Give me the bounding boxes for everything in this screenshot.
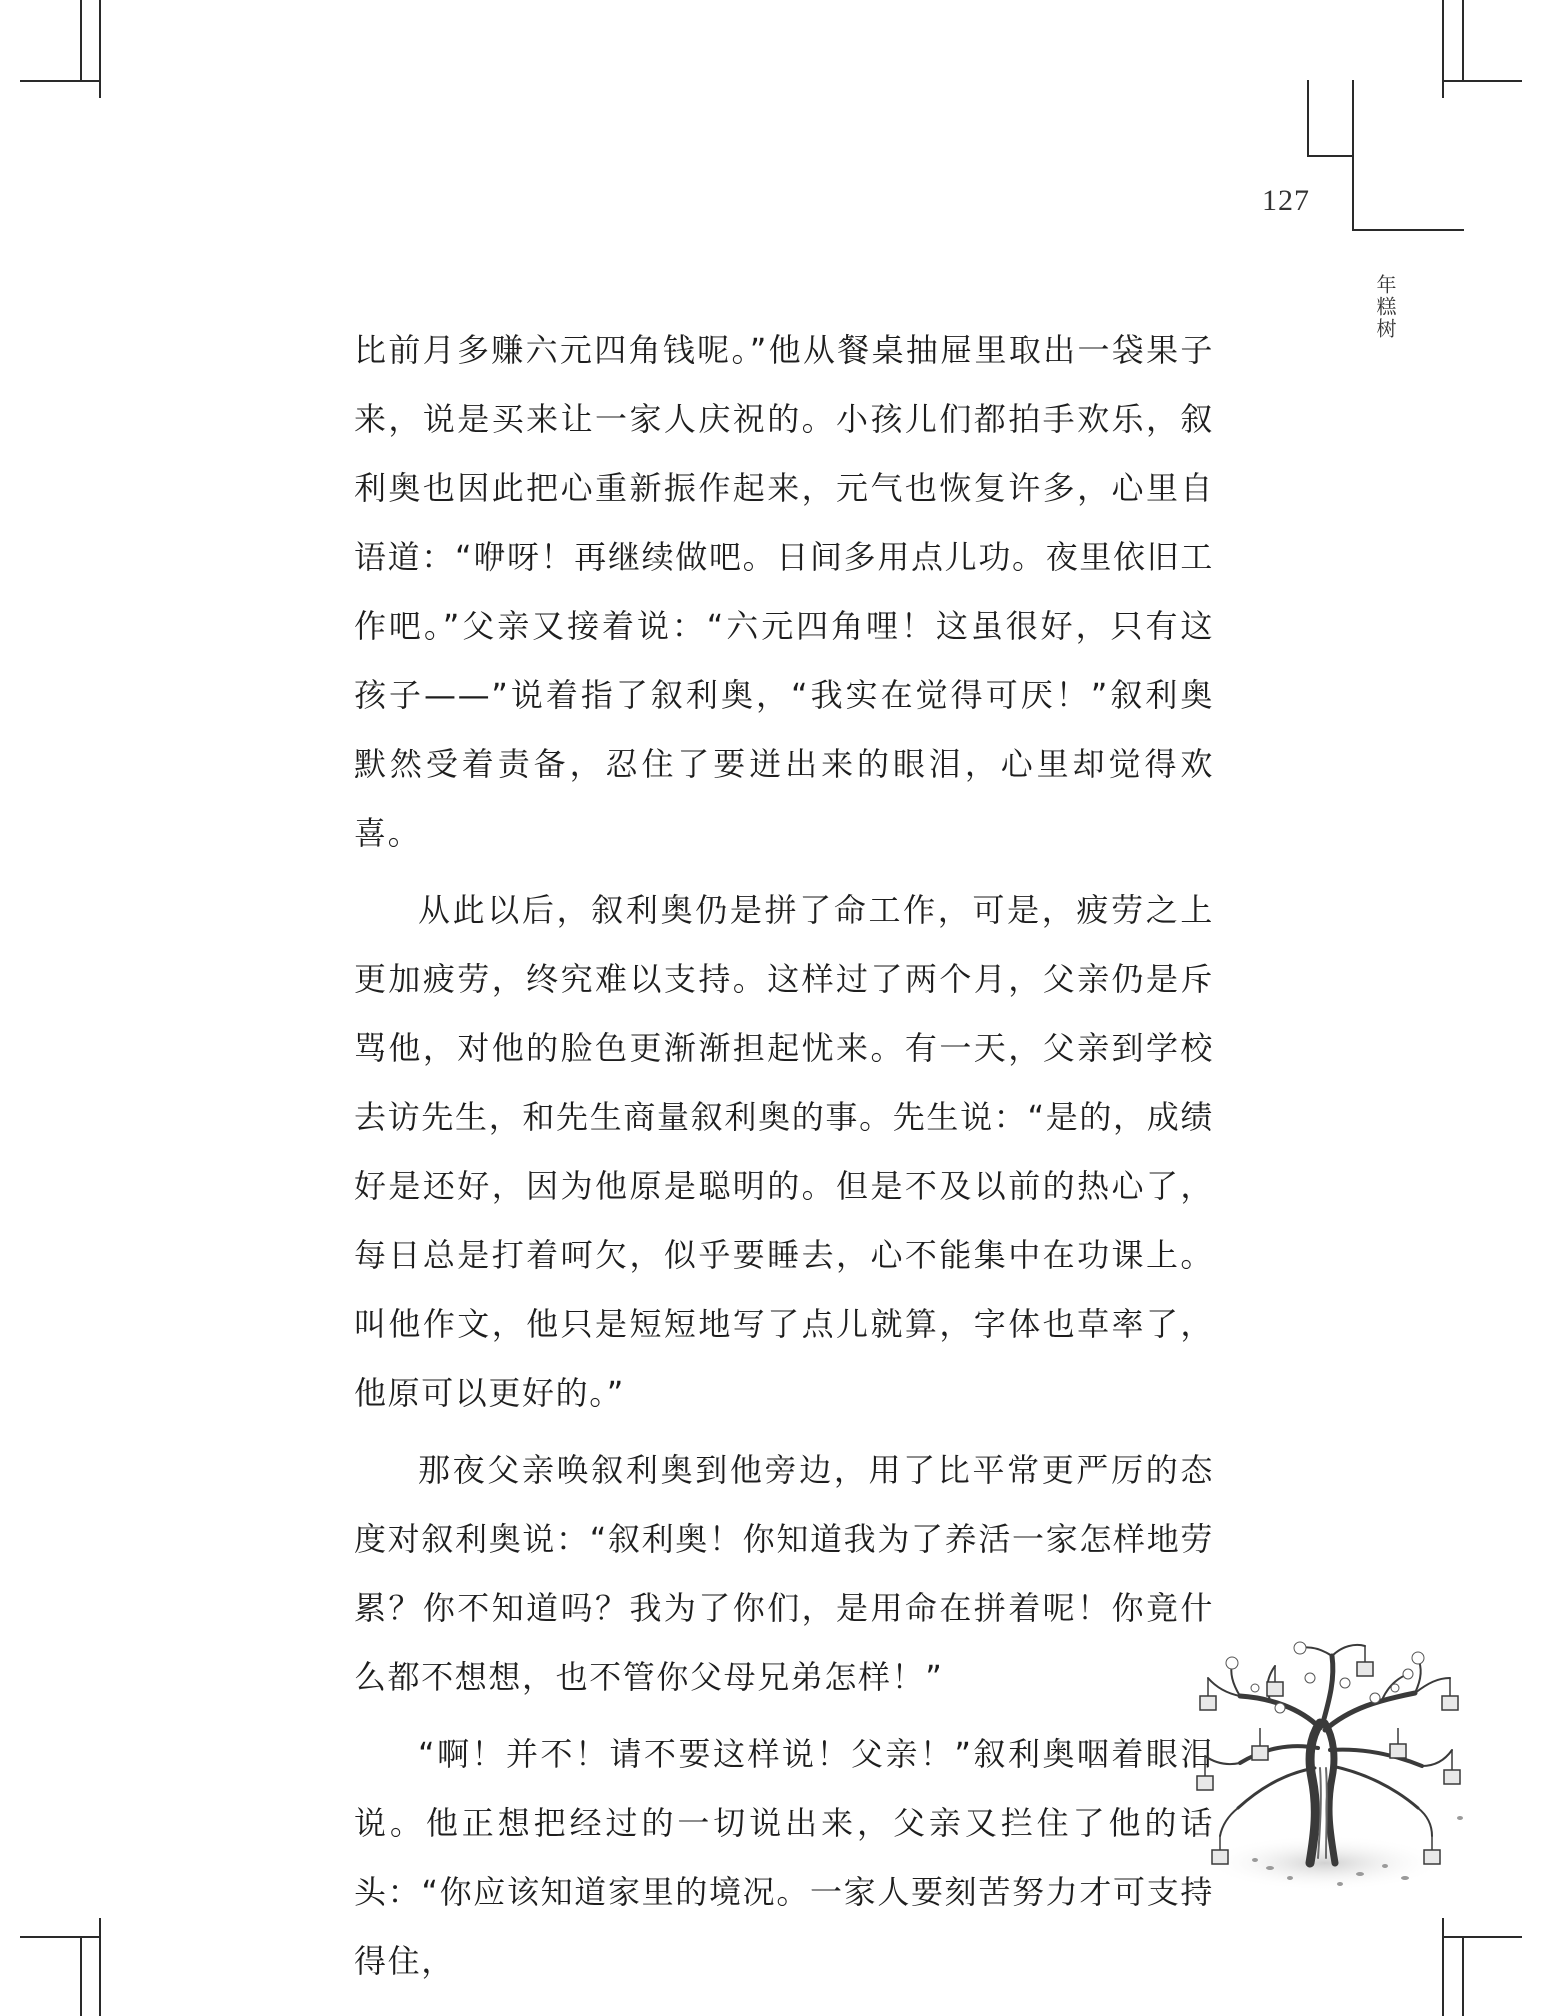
tree-illustration (1160, 1638, 1530, 1898)
crop-mark-top-right-inner (1462, 0, 1464, 80)
crop-mark-bottom-right-inner (1462, 1936, 1464, 2016)
crop-mark-bottom-left-horizontal (20, 1936, 100, 1938)
crop-mark-top-left-inner (80, 0, 82, 80)
crop-mark-bottom-right-vertical (1442, 1918, 1444, 2016)
header-rule-right-vertical (1352, 80, 1354, 230)
crop-mark-top-right-horizontal (1442, 80, 1522, 82)
header-rule-bottom-horizontal (1352, 229, 1464, 231)
running-title: 年糕树 (1373, 274, 1397, 340)
paragraph-3: 那夜父亲唤叙利奥到他旁边，用了比平常更严厉的态度对叙利奥说：“叙利奥！你知道我为了养活一家怎样地劳累？你不知道吗？我为了你们，是用命在拼着呢！你竟什么都不想想，也不管你父母兄弟怎样！” (354, 1451, 1214, 1696)
paragraph-1: 比前月多赚六元四角钱呢。”他从餐桌抽屉里取出一袋果子来，说是买来让一家人庆祝的。小孩儿们都拍手欢乐，叙利奥也因此把心重新振作起来，元气也恢复许多，心里自语道：“咿呀！再继续做吧。日间多用点儿功。夜里依旧工作吧。”父亲又接着说：“六元四角哩！这虽很好，只有这孩子——”说着指了叙利奥，“我实在觉得可厌！”叙利奥默然受着责备，忍住了要迸出来的眼泪，心里却觉得欢喜。 (354, 331, 1214, 852)
crop-mark-bottom-left-inner (80, 1936, 82, 2016)
paragraph-4: “啊！并不！请不要这样说！父亲！”叙利奥咽着眼泪说。他正想把经过的一切说出来，父亲又拦住了他的话头：“你应该知道家里的境况。一家人要刻苦努力才可支持得住， (354, 1735, 1214, 1980)
crop-mark-top-left-horizontal (20, 80, 100, 82)
body-text (354, 316, 1214, 2004)
header-rule-left-vertical (1307, 80, 1309, 156)
crop-mark-top-left-vertical (99, 0, 101, 98)
crop-mark-bottom-left-vertical (99, 1918, 101, 2016)
header-rule-left-horizontal (1307, 155, 1353, 157)
crop-mark-top-right-vertical (1442, 0, 1444, 98)
crop-mark-bottom-right-horizontal (1442, 1936, 1522, 1938)
page-number: 127 (1262, 184, 1310, 217)
paragraph-2: 从此以后，叙利奥仍是拼了命工作，可是，疲劳之上更加疲劳，终究难以支持。这样过了两个月，父亲仍是斥骂他，对他的脸色更渐渐担起忧来。有一天，父亲到学校去访先生，和先生商量叙利奥的事。先生说：“是的，成绩好是还好，因为他原是聪明的。但是不及以前的热心了，每日总是打着呵欠，似乎要睡去，心不能集中在功课上。叫他作文，他只是短短地写了点儿就算，字体也草率了，他原可以更好的。” (354, 891, 1214, 1412)
